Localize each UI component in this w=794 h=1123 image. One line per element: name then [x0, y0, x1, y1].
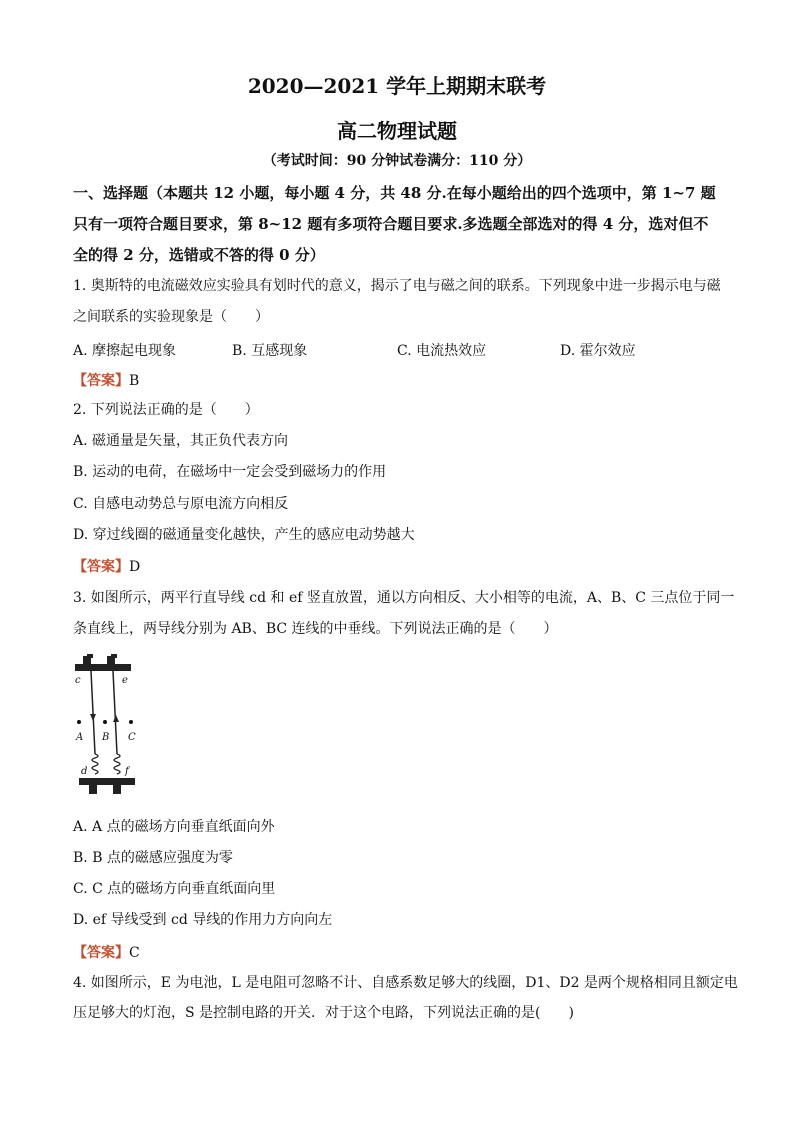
wire-ef	[113, 671, 117, 754]
label-e: e	[122, 675, 128, 686]
point-a	[77, 720, 81, 724]
label-cpoint: C	[128, 732, 136, 743]
q4-stem-line-2: 压足够大的灯泡，S 是控制电路的开关．对于这个电路，下列说法正确的是( )	[73, 1005, 574, 1021]
q1-option-c: C. 电流热效应	[397, 343, 487, 359]
spring-f	[114, 754, 120, 774]
q3-stem-line-2: 条直线上，两导线分别为 AB、BC 连线的中垂线。下列说法正确的是（ ）	[73, 621, 558, 637]
screw-e-head	[111, 654, 117, 658]
point-b	[103, 720, 107, 724]
label-a: A	[76, 732, 84, 743]
arrow-up	[113, 715, 119, 722]
q2-option-a: A. 磁通量是矢量，其正负代表方向	[73, 433, 289, 449]
q1-stem-line-2: 之间联系的实验现象是（ ）	[73, 309, 269, 325]
spring-d	[92, 754, 98, 774]
q2-option-b: B. 运动的电荷，在磁场中一定会受到磁场力的作用	[73, 464, 387, 480]
q3-option-b: B. B 点的磁感应强度为零	[73, 850, 233, 866]
answer-label: 【答案】	[73, 945, 129, 961]
label-f: f	[125, 766, 129, 777]
q3-option-a: A. A 点的磁场方向垂直纸面向外	[73, 819, 275, 835]
top-bar	[75, 664, 131, 671]
q3-option-c: C. C 点的磁场方向垂直纸面向里	[73, 881, 276, 897]
exam-title: 2020—2021 学年上期期末联考	[247, 74, 547, 98]
q4-stem-line-1: 4. 如图所示，E 为电池，L 是电阻可忽略不计、自感系数足够大的线圈，D1、D2 是两个规格相同且额定电	[73, 975, 738, 991]
q1-option-b: B. 互感现象	[232, 343, 308, 359]
q2-option-d: D. 穿过线圈的磁通量变化越快，产生的感应电动势越大	[73, 527, 415, 543]
q3-stem-line-1: 3. 如图所示，两平行直导线 cd 和 ef 竖直放置，通以方向相反、大小相等的电流，A、B、C 三点位于同一	[73, 590, 735, 606]
point-c	[129, 720, 133, 724]
exam-info: （考试时间：90 分钟试卷满分：110 分）	[262, 153, 532, 169]
q3-option-d: D. ef 导线受到 cd 导线的作用力方向向左	[73, 912, 333, 928]
q1-answer	[73, 370, 139, 390]
answer-value: C	[129, 945, 140, 961]
wire-cd	[91, 671, 95, 754]
q3-answer	[73, 942, 140, 962]
answer-value: D	[129, 559, 141, 575]
label-b: B	[102, 732, 110, 743]
q1-option-a: A. 摩擦起电现象	[73, 343, 177, 359]
section-heading-line-3: 全的得 2 分，选错或不答的得 0 分）	[73, 246, 325, 264]
screw-d	[89, 785, 97, 794]
section-heading-line-1: 一、选择题（本题共 12 小题，每小题 4 分，共 48 分.在每小题给出的四个选项中，第 1~7 题	[73, 184, 716, 202]
q2-stem: 2. 下列说法正确的是（ ）	[73, 402, 259, 418]
screw-f	[113, 785, 121, 794]
label-c: c	[75, 675, 81, 686]
q2-option-c: C. 自感电动势总与原电流方向相反	[73, 496, 289, 512]
screw-c-head	[87, 654, 93, 658]
exam-subtitle: 高二物理试题	[337, 119, 457, 143]
section-heading-line-2: 只有一项符合题目要求，第 8~12 题有多项符合题目要求.多选题全部选对的得 4 分，选对但不	[73, 215, 709, 233]
q2-answer	[73, 556, 140, 576]
parallel-wires-figure	[73, 652, 163, 800]
q1-option-d: D. 霍尔效应	[560, 343, 636, 359]
arrow-down	[90, 714, 96, 721]
answer-label: 【答案】	[73, 373, 129, 389]
bottom-bar	[79, 778, 135, 785]
label-d: d	[81, 766, 88, 777]
answer-label: 【答案】	[73, 559, 129, 575]
answer-value: B	[129, 373, 140, 389]
parallel-wires-diagram	[73, 652, 163, 800]
q1-stem-line-1: 1. 奥斯特的电流磁效应实验具有划时代的意义，揭示了电与磁之间的联系。下列现象中进一步揭示电与磁	[73, 278, 721, 294]
